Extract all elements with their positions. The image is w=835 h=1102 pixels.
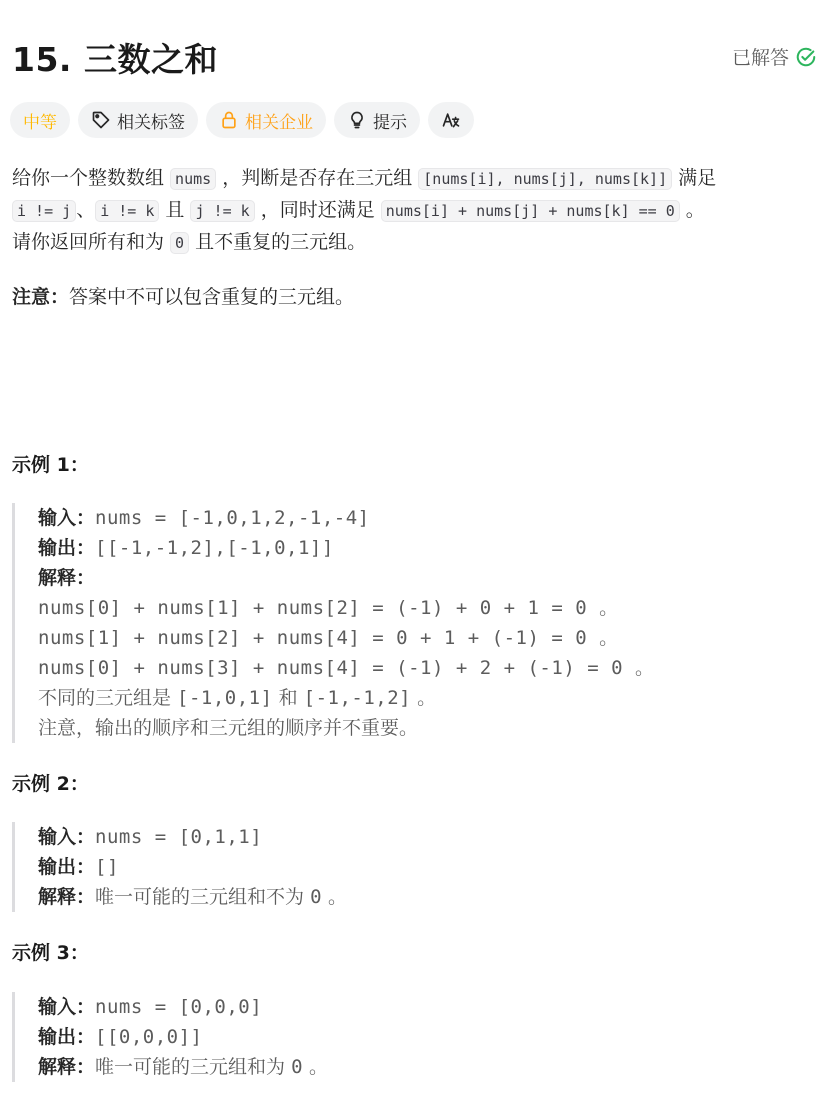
lock-icon: [219, 110, 239, 130]
hint-label: 提示: [373, 112, 407, 133]
problem-title[interactable]: 15. 三数之和: [12, 40, 218, 79]
related-companies-label: 相关企业: [245, 112, 313, 133]
note-label: 注意：: [12, 286, 70, 308]
example-2-input: 输入：nums = [0,1,1]: [38, 826, 263, 848]
example-1-block: [12, 503, 654, 743]
problem-description: [12, 163, 812, 259]
example-1-explain-line: nums[0] + nums[3] + nums[4] = (-1) + 2 + (-1) = 0 。: [38, 657, 655, 679]
code-j-ne-k: j != k: [190, 200, 254, 222]
example-3-output: 输出：[[0,0,0]]: [38, 1026, 203, 1048]
example-3-block: [12, 992, 328, 1082]
note: [12, 282, 354, 309]
code-sum: nums[i] + nums[j] + nums[k] == 0: [381, 200, 680, 222]
description-paragraph: 给你一个整数数组 nums ，判断是否存在三元组 [nums[i], nums[j], nums[k]] 满足 i != j 、 i != k 且 j != k ，同时还满足 nums[i] + nums[j] + nums[k] == 0 。 请你返回所有和为 0 且不重复的三元组。: [12, 167, 717, 253]
tag-bar: [10, 102, 474, 138]
hint-button[interactable]: [334, 102, 420, 138]
example-2-output: 输出：[]: [38, 856, 119, 878]
example-1-output: 输出：[[-1,-1,2],[-1,0,1]]: [38, 537, 334, 559]
related-tags-button[interactable]: [78, 102, 198, 138]
related-companies-button[interactable]: [206, 102, 326, 138]
example-1-title: 示例 1：: [12, 454, 89, 476]
example-2-block: [12, 822, 347, 912]
difficulty-label: 中等: [23, 112, 57, 133]
solved-label: 已解答: [731, 47, 789, 69]
example-1-remark: 注意，输出的顺序和三元组的顺序并不重要。: [38, 717, 419, 739]
check-circle-icon: [795, 46, 817, 68]
example-1-distinct: 不同的三元组是 [-1,0,1] 和 [-1,-1,2] 。: [38, 687, 437, 709]
example-1-explain-line: nums[1] + nums[2] + nums[4] = 0 + 1 + (-1) = 0 。: [38, 627, 619, 649]
example-1-explain-label: 解释：: [38, 567, 96, 589]
code-zero: 0: [170, 232, 189, 254]
code-i-ne-k: i != k: [95, 200, 159, 222]
example-1-input: 输入：nums = [-1,0,1,2,-1,-4]: [38, 507, 370, 529]
example-1-explain-line: nums[0] + nums[1] + nums[2] = (-1) + 0 + 1 = 0 。: [38, 597, 619, 619]
example-3-title: 示例 3：: [12, 942, 89, 964]
code-nums: nums: [170, 168, 216, 190]
translate-button[interactable]: [428, 102, 474, 138]
solved-status: [732, 43, 817, 70]
difficulty-badge: [10, 102, 70, 138]
example-2-title: 示例 2：: [12, 773, 89, 795]
note-text: 答案中不可以包含重复的三元组。: [69, 286, 355, 308]
example-3-input: 输入：nums = [0,0,0]: [38, 996, 263, 1018]
problem-header: [12, 30, 817, 82]
example-3-explain: 解释：唯一可能的三元组和为 0 。: [38, 1056, 329, 1078]
lightbulb-icon: [347, 110, 367, 130]
related-tags-label: 相关标签: [117, 112, 185, 133]
code-i-ne-j: i != j: [12, 200, 76, 222]
translate-icon: [441, 110, 461, 130]
code-triplet: [nums[i], nums[j], nums[k]]: [418, 168, 672, 190]
tag-icon: [91, 110, 111, 130]
example-2-explain: 解释：唯一可能的三元组和不为 0 。: [38, 886, 348, 908]
